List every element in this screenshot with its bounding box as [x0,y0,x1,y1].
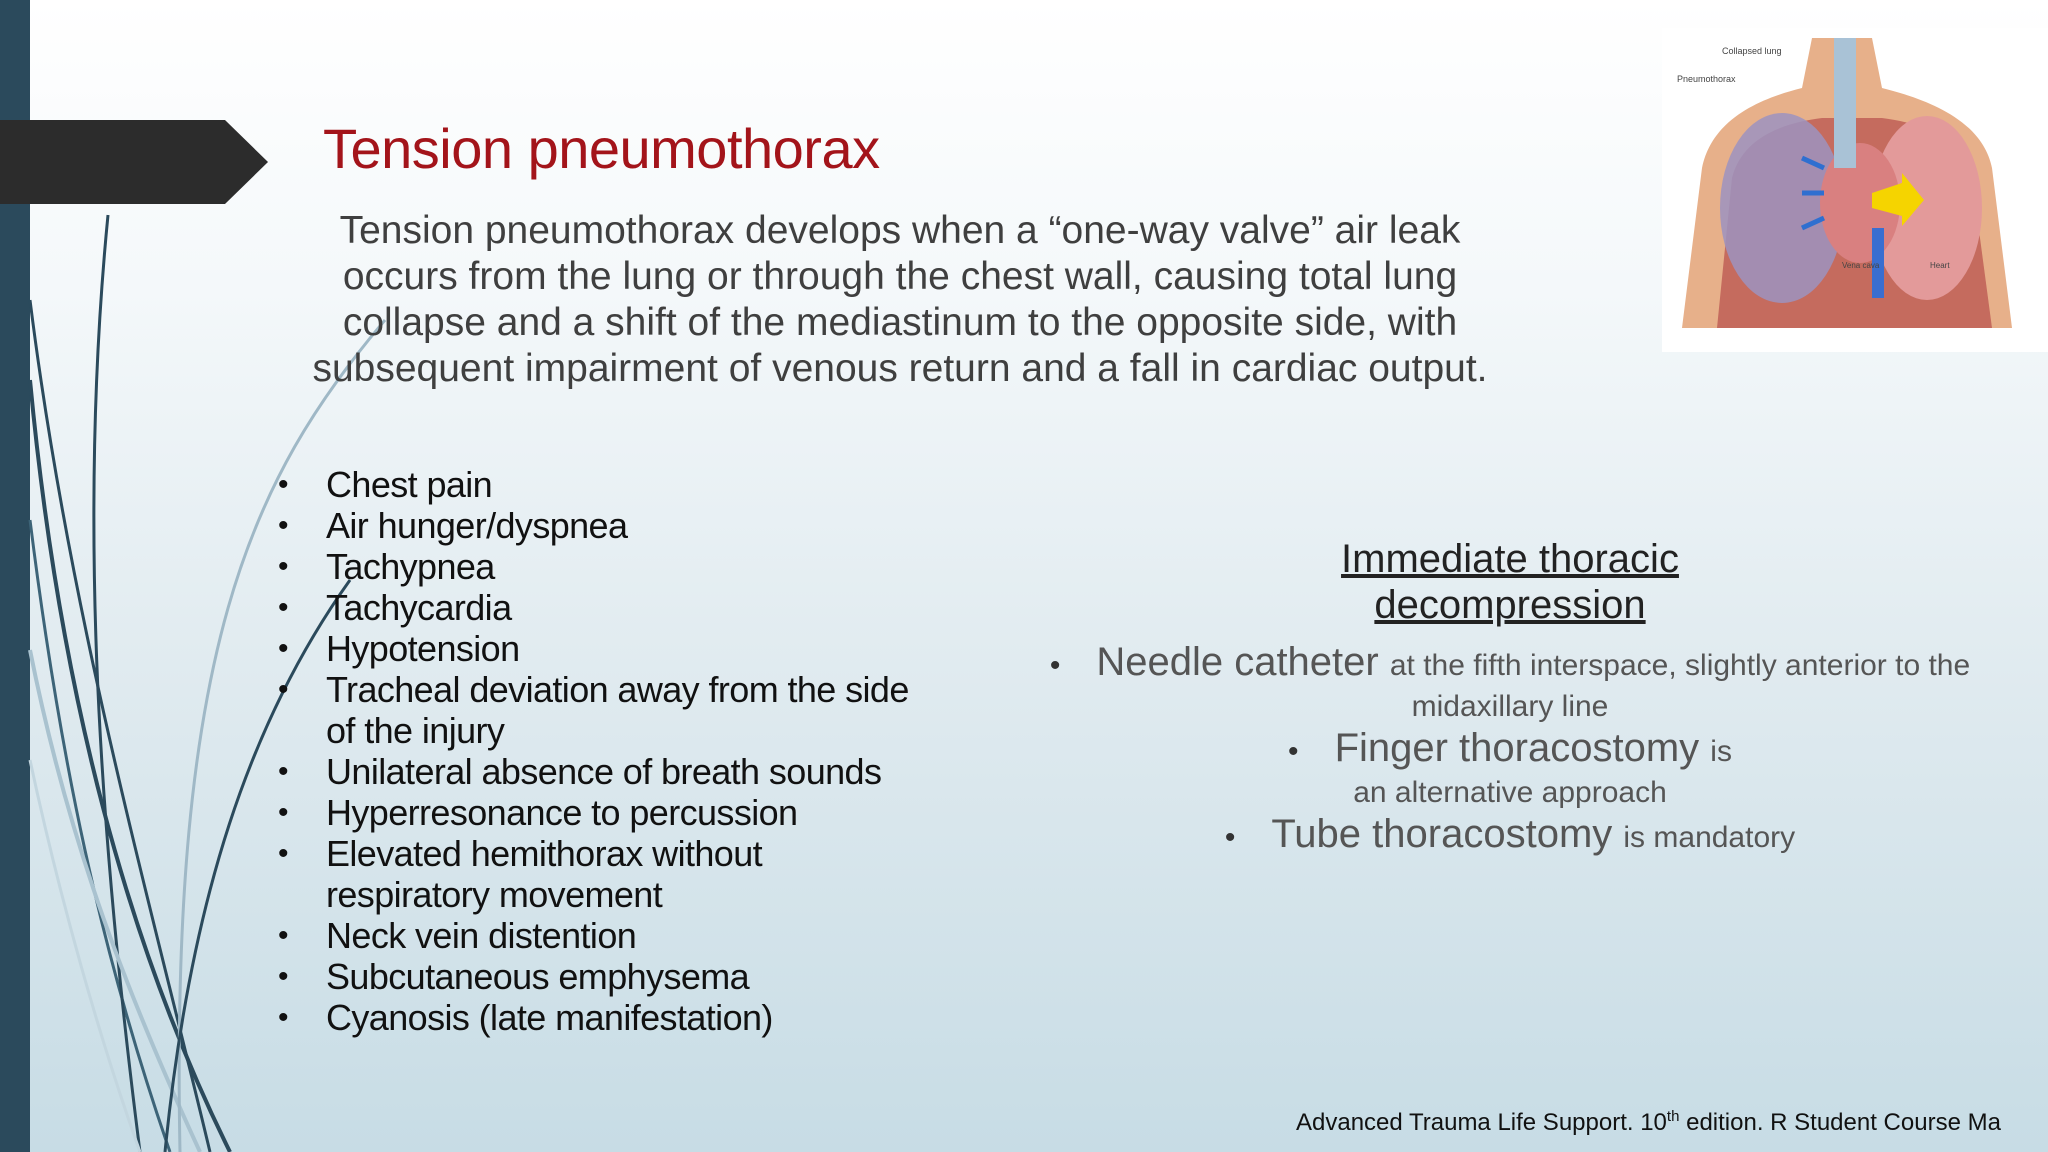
bullet-icon: • [278,673,288,706]
list-item: • Unilateral absence of breath sounds [278,751,882,792]
figure-label: Collapsed lung [1722,46,1782,56]
title-arrow-tab [0,120,268,204]
bullet-icon: • [278,796,288,829]
list-item: • Subcutaneous emphysema [278,956,750,997]
list-item: • Chest pain [278,464,493,505]
chest-anatomy-icon [1662,28,2048,352]
bullet-icon: • [278,1001,288,1034]
bullet-icon: • [278,960,288,993]
needle-catheter-item: • Needle catheter at the fifth interspace, slightly anterior to the [1049,640,1971,684]
bullet-icon: • [278,755,288,788]
symptom-list [270,464,930,1038]
bullet-icon: • [278,468,288,501]
citation-text: Advanced Trauma Life Support. 10th edition. R Student Course Ma [1296,1108,2001,1136]
list-item: • Cyanosis (late manifestation) [278,997,773,1038]
bullet-icon: • [278,550,288,583]
figure-label: Pneumothorax [1677,74,1736,84]
finger-thoracostomy-item: • Finger thoracostomy is [1288,726,1732,770]
bullet-icon: • [278,837,288,870]
figure-label: Heart [1930,261,1950,270]
bullet-icon: • [1049,649,1061,682]
figure-label: Vena cava [1842,261,1880,270]
slide-title: Tension pneumothorax [323,117,880,180]
bullet-icon: • [278,591,288,624]
anatomy-illustration [1662,28,2048,352]
decompression-heading: Immediate thoracic decompression [1341,537,1679,627]
intro-paragraph: Tension pneumothorax develops when a “one-way valve” air leak occurs from the lung or through the chest wall, causing total lung collapse and a shift of the mediastinum to the opposite side, with subsequent impairment of venous return and a fall in cardiac output. [312,209,1488,390]
list-item: • Tracheal deviation away from the side of the injury [278,669,909,751]
list-item: • Tachypnea [278,546,495,587]
bullet-icon: • [278,509,288,542]
finger-thoracostomy-detail: an alternative approach [1353,776,1667,809]
bullet-icon: • [1288,735,1299,768]
bullet-icon: • [278,919,288,952]
list-item: • Hyperresonance to percussion [278,792,798,833]
decompression-section [1020,536,2000,860]
list-item: • Tachycardia [278,587,512,628]
needle-catheter-detail: midaxillary line [1411,690,1609,723]
bullet-icon: • [278,632,288,665]
list-item: • Hypotension [278,628,520,669]
list-item: • Air hunger/dyspnea [278,505,628,546]
tube-thoracostomy-item: • Tube thoracostomy is mandatory [1224,812,1796,856]
list-item: • Elevated hemithorax without respiratory movement [278,833,763,915]
list-item: • Neck vein distention [278,915,637,956]
bullet-icon: • [1224,821,1236,854]
